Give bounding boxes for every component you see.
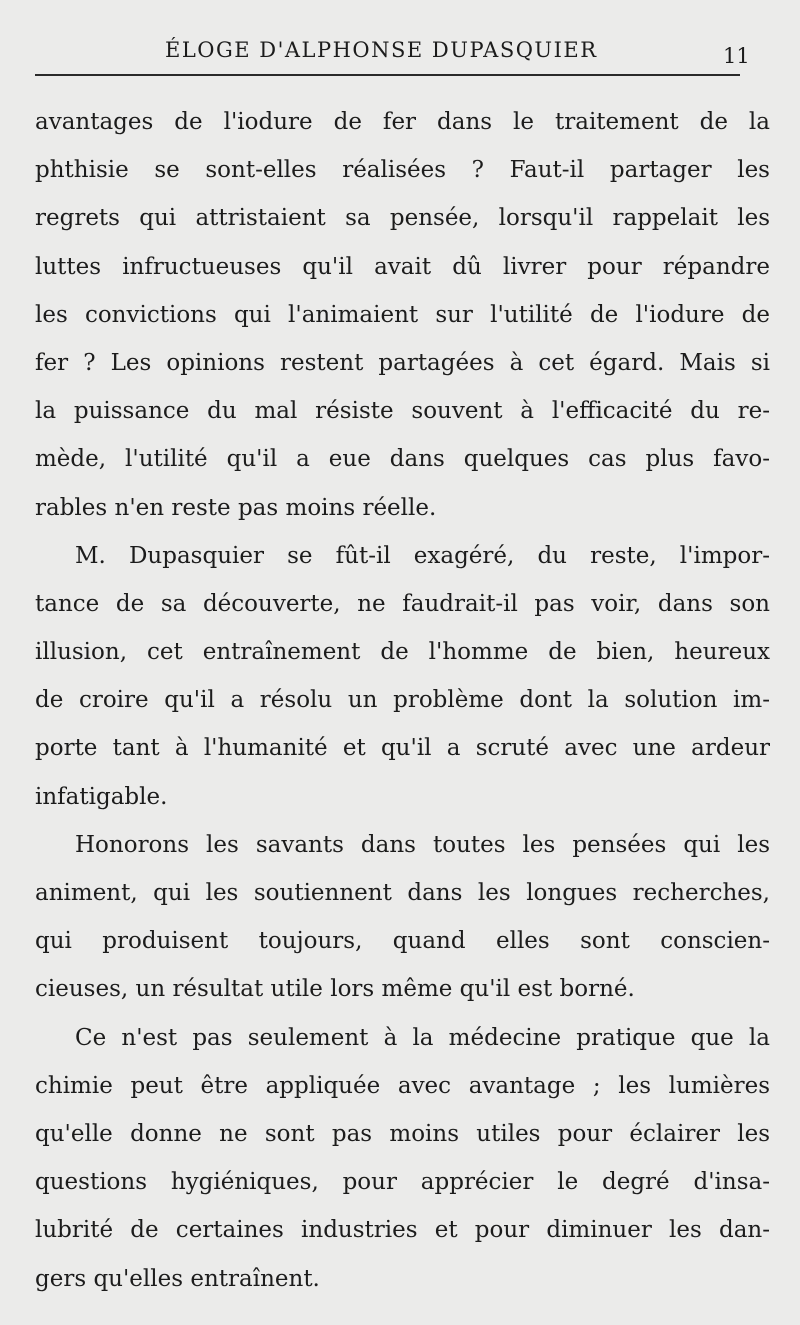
- paragraph: [35, 532, 770, 821]
- text-line: regrets qui attristaient sa pensée, lorsqu'il rappelait les: [35, 205, 770, 232]
- text-line: fer ? Les opinions restent partagées à cet égard. Mais si: [35, 349, 770, 376]
- text-line: tance de sa découverte, ne faudrait-il pas voir, dans son: [35, 590, 770, 617]
- text-line: porte tant à l'humanité et qu'il a scruté avec une ardeur: [35, 735, 770, 762]
- text-line: qu'elle donne ne sont pas moins utiles pour éclairer les: [35, 1120, 770, 1147]
- text-line: infatigable.: [35, 783, 168, 810]
- text-line: M. Dupasquier se fût-il exagéré, du reste, l'impor-: [75, 542, 770, 569]
- text-line: de croire qu'il a résolu un problème dont la solution im-: [35, 687, 770, 714]
- text-line: les convictions qui l'animaient sur l'utilité de l'iodure de: [35, 301, 770, 328]
- text-line: phthisie se sont-elles réalisées ? Faut-il partager les: [35, 157, 770, 184]
- text-line: animent, qui les soutiennent dans les longues recherches,: [35, 880, 770, 906]
- paragraph: [35, 1014, 770, 1303]
- text-line: qui produisent toujours, quand elles sont conscien-: [35, 928, 770, 955]
- text-line: mède, l'utilité qu'il a eue dans quelques cas plus favo-: [35, 446, 770, 473]
- paragraph: [35, 821, 770, 1014]
- text-line: cieuses, un résultat utile lors même qu'il est borné.: [35, 976, 635, 1003]
- text-line: la puissance du mal résiste souvent à l'efficacité du re-: [35, 398, 770, 425]
- page-number: 11: [723, 44, 750, 68]
- body-text: [35, 98, 770, 1303]
- text-line: Ce n'est pas seulement à la médecine pratique que la: [75, 1024, 770, 1051]
- header-rule: [35, 74, 740, 76]
- text-line: avantages de l'iodure de fer dans le traitement de la: [35, 109, 770, 135]
- text-line: luttes infructueuses qu'il avait dû livrer pour répandre: [35, 253, 770, 280]
- text-line: lubrité de certaines industries et pour diminuer les dan-: [35, 1217, 770, 1244]
- text-line: rables n'en reste pas moins réelle.: [35, 494, 437, 521]
- paragraph: [35, 98, 770, 532]
- page-header: [0, 30, 800, 70]
- text-line: illusion, cet entraînement de l'homme de bien, heureux: [35, 639, 770, 666]
- text-line: gers qu'elles entraînent.: [35, 1265, 320, 1292]
- text-line: chimie peut être appliquée avec avantage ; les lumières: [35, 1072, 770, 1099]
- running-title: ÉLOGE D'ALPHONSE DUPASQUIER: [165, 38, 598, 62]
- text-line: questions hygiéniques, pour apprécier le degré d'insa-: [35, 1169, 770, 1196]
- text-line: Honorons les savants dans toutes les pensées qui les: [75, 831, 770, 858]
